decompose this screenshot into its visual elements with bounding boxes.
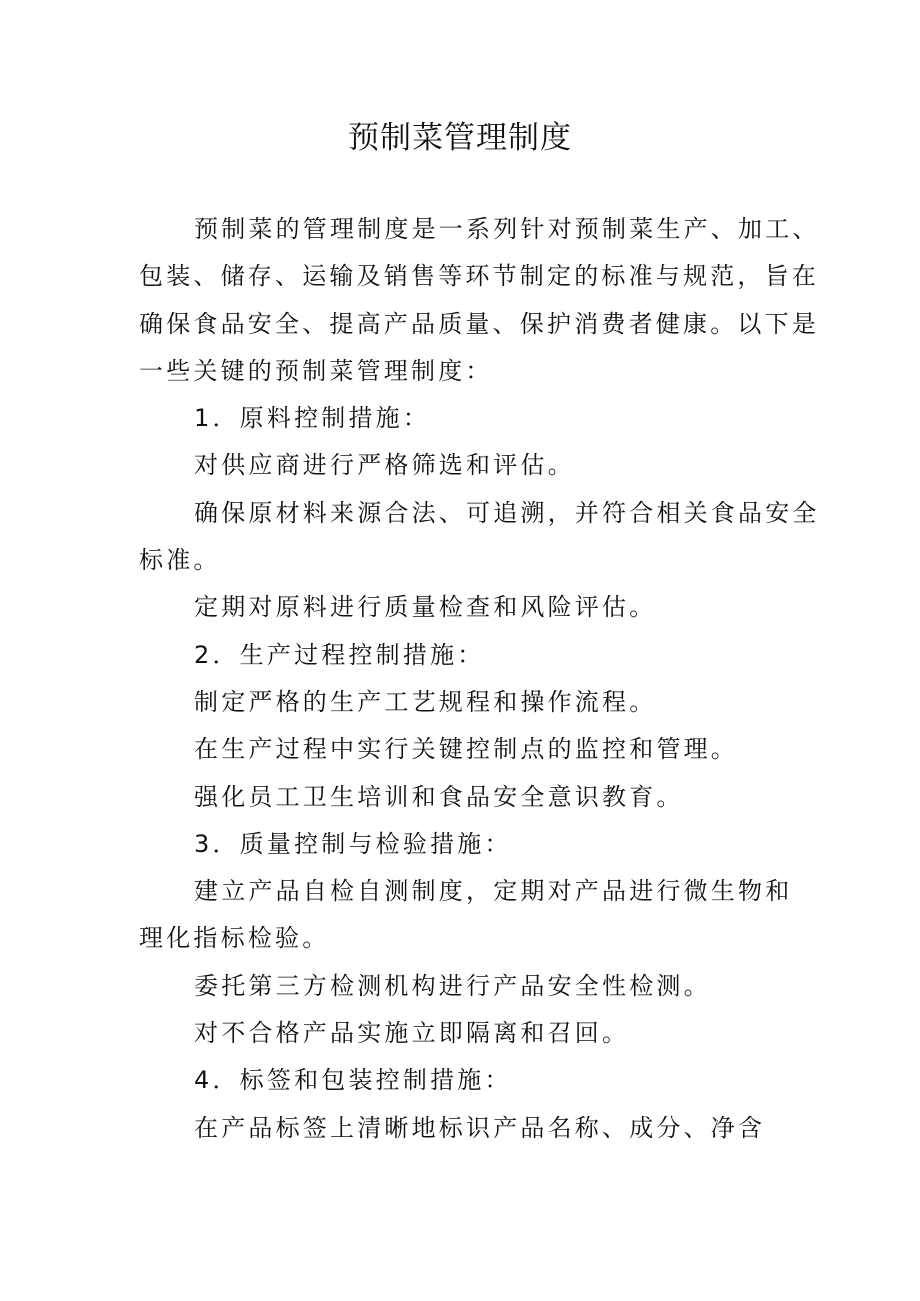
document-title: 预制菜管理制度 xyxy=(348,120,572,156)
section-heading: 1．原料控制措施： xyxy=(194,404,431,433)
paragraph-line: 确保食品安全、提高产品质量、保护消费者健康。以下是 xyxy=(139,309,819,338)
section-heading: 2．生产过程控制措施： xyxy=(194,640,485,669)
paragraph-line: 制定严格的生产工艺规程和操作流程。 xyxy=(194,687,657,716)
section-heading: 3．质量控制与检验措施： xyxy=(194,829,512,858)
paragraph-line: 一些关键的预制菜管理制度： xyxy=(139,356,493,385)
paragraph-line: 理化指标检验。 xyxy=(139,924,330,953)
paragraph-line: 标准。 xyxy=(139,546,221,575)
paragraph-line: 预制菜的管理制度是一系列针对预制菜生产、加工、 xyxy=(194,215,820,243)
document-body xyxy=(139,206,820,1152)
paragraph-line: 建立产品自检自测制度，定期对产品进行微生物和 xyxy=(194,877,793,906)
paragraph-line: 确保原材料来源合法、可追溯，并符合相关食品安全 xyxy=(194,498,820,527)
section-heading: 4．标签和包装控制措施： xyxy=(194,1066,512,1095)
paragraph-line: 定期对原料进行质量检查和风险评估。 xyxy=(194,593,657,622)
paragraph-line: 对不合格产品实施立即隔离和召回。 xyxy=(194,1019,630,1048)
paragraph-line: 在生产过程中实行关键控制点的监控和管理。 xyxy=(194,735,738,764)
paragraph-line: 在产品标签上清晰地标识产品名称、成分、净含 xyxy=(194,1113,766,1142)
paragraph-line: 强化员工卫生培训和食品安全意识教育。 xyxy=(194,782,684,811)
paragraph-line: 委托第三方检测机构进行产品安全性检测。 xyxy=(194,971,711,1000)
paragraph-line: 对供应商进行严格筛选和评估。 xyxy=(194,451,575,480)
paragraph-line: 包装、储存、运输及销售等环节制定的标准与规范，旨在 xyxy=(139,262,819,291)
